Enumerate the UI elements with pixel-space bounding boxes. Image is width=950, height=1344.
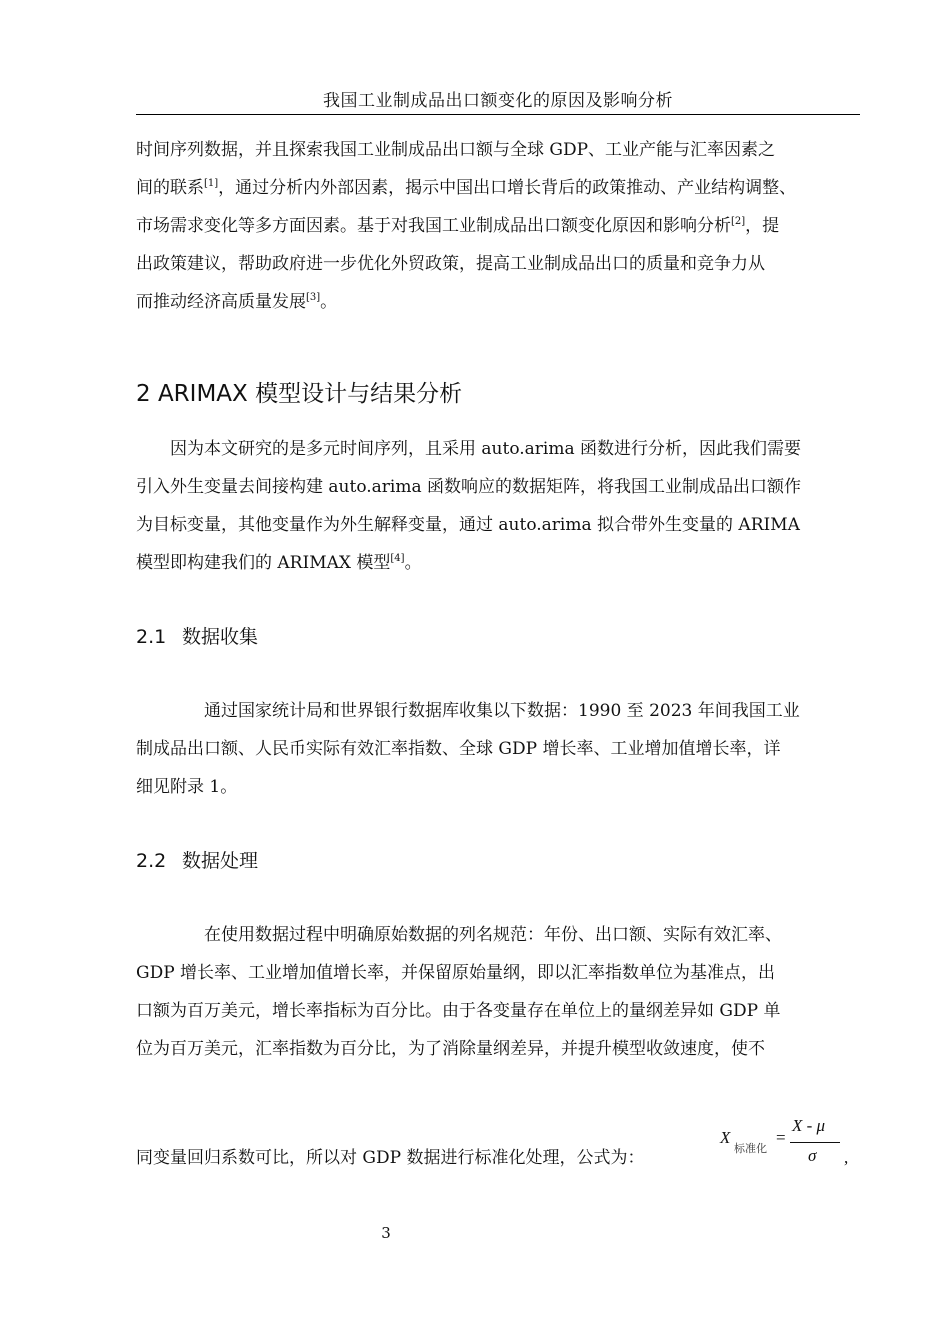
citation-4: [4] (390, 553, 405, 564)
formula-fraction-bar (790, 1142, 840, 1143)
section-2-2-line-1: 在使用数据过程中明确原始数据的列名规范：年份、出口额、实际有效汇率、 (204, 925, 782, 945)
section-2-1-paragraph (136, 692, 860, 806)
section-2-2-number: 2.2 (136, 850, 167, 872)
intro-paragraph (136, 131, 860, 321)
section-2-2-line-2: GDP 增长率、工业增加值增长率，并保留原始量纲，即以汇率指数单位为基准点，出 (136, 963, 776, 983)
formula-equals: = (776, 1128, 786, 1147)
section-2-1-number: 2.1 (136, 626, 167, 648)
citation-1: [1] (204, 178, 219, 189)
section-2-1-line-1: 通过国家统计局和世界银行数据库收集以下数据：1990 至 2023 年间我国工业 (204, 701, 800, 721)
section-2-1-title: 数据收集 (182, 626, 259, 648)
formula-trailing-comma: , (844, 1148, 849, 1167)
intro-line-3-text: 市场需求变化等多方面因素。基于对我国工业制成品出口额变化原因和影响分析 (136, 216, 731, 236)
section-2-2-heading (136, 846, 258, 876)
page-number: 3 (381, 1224, 391, 1242)
section-2-1-line-3: 细见附录 1。 (136, 777, 238, 797)
section-2-heading: 2 ARIMAX 模型设计与结果分析 (136, 381, 463, 407)
formula-lhs: X (720, 1128, 731, 1147)
intro-line-5-rest: 。 (320, 292, 338, 312)
section-2-2-line-4: 位为百万美元，汇率指数为百分比，为了消除量纲差异，并提升模型收敛速度，使不 (136, 1039, 765, 1059)
intro-line-1: 时间序列数据，并且探索我国工业制成品出口额与全球 GDP、工业产能与汇率因素之 (136, 140, 776, 160)
section-2-2-line-3: 口额为百万美元，增长率指标为百分比。由于各变量存在单位上的量纲差异如 GDP 单 (136, 1001, 781, 1021)
citation-2: [2] (731, 216, 746, 227)
intro-line-2-text: 间的联系 (136, 178, 204, 198)
section-2-line-4-text: 模型即构建我们的 ARIMAX 模型 (136, 553, 391, 573)
section-2-line-1: 因为本文研究的是多元时间序列，且采用 auto.arima 函数进行分析，因此我们需要 (170, 439, 802, 459)
intro-line-5-text: 而推动经济高质量发展 (136, 292, 306, 312)
section-2-line-2: 引入外生变量去间接构建 auto.arima 函数响应的数据矩阵，将我国工业制成品出口额作 (136, 477, 802, 497)
formula-denominator: σ (808, 1146, 817, 1165)
section-2-2-line-5: 同变量回归系数可比，所以对 GDP 数据进行标准化处理，公式为： (136, 1148, 645, 1168)
section-2-2-paragraph (136, 916, 860, 1068)
section-2-2-title: 数据处理 (182, 850, 259, 872)
intro-line-5 (136, 283, 860, 321)
section-2-line-4-rest: 。 (404, 553, 422, 573)
section-2-paragraph (136, 430, 860, 582)
section-2-1-line-2: 制成品出口额、人民币实际有效汇率指数、全球 GDP 增长率、工业增加值增长率，详 (136, 739, 781, 759)
formula-subscript: 标准化 (734, 1143, 767, 1155)
header-title: 我国工业制成品出口额变化的原因及影响分析 (323, 91, 673, 111)
intro-line-2 (136, 169, 860, 207)
intro-line-3-rest: ，提 (745, 216, 780, 236)
standardization-formula (720, 1114, 860, 1174)
section-2-1-heading (136, 622, 258, 652)
intro-line-4: 出政策建议，帮助政府进一步优化外贸政策，提高工业制成品出口的质量和竞争力从 (136, 254, 765, 274)
running-header (136, 88, 860, 115)
intro-line-3 (136, 207, 860, 245)
section-2-line-4 (136, 544, 860, 582)
citation-3: [3] (306, 292, 321, 303)
intro-line-2-rest: ，通过分析内外部因素，揭示中国出口增长背后的政策推动、产业结构调整、 (218, 178, 797, 198)
formula-numerator: X - μ (792, 1116, 826, 1135)
section-2-line-3: 为目标变量，其他变量作为外生解释变量，通过 auto.arima 拟合带外生变量的 ARIMA (136, 515, 800, 535)
